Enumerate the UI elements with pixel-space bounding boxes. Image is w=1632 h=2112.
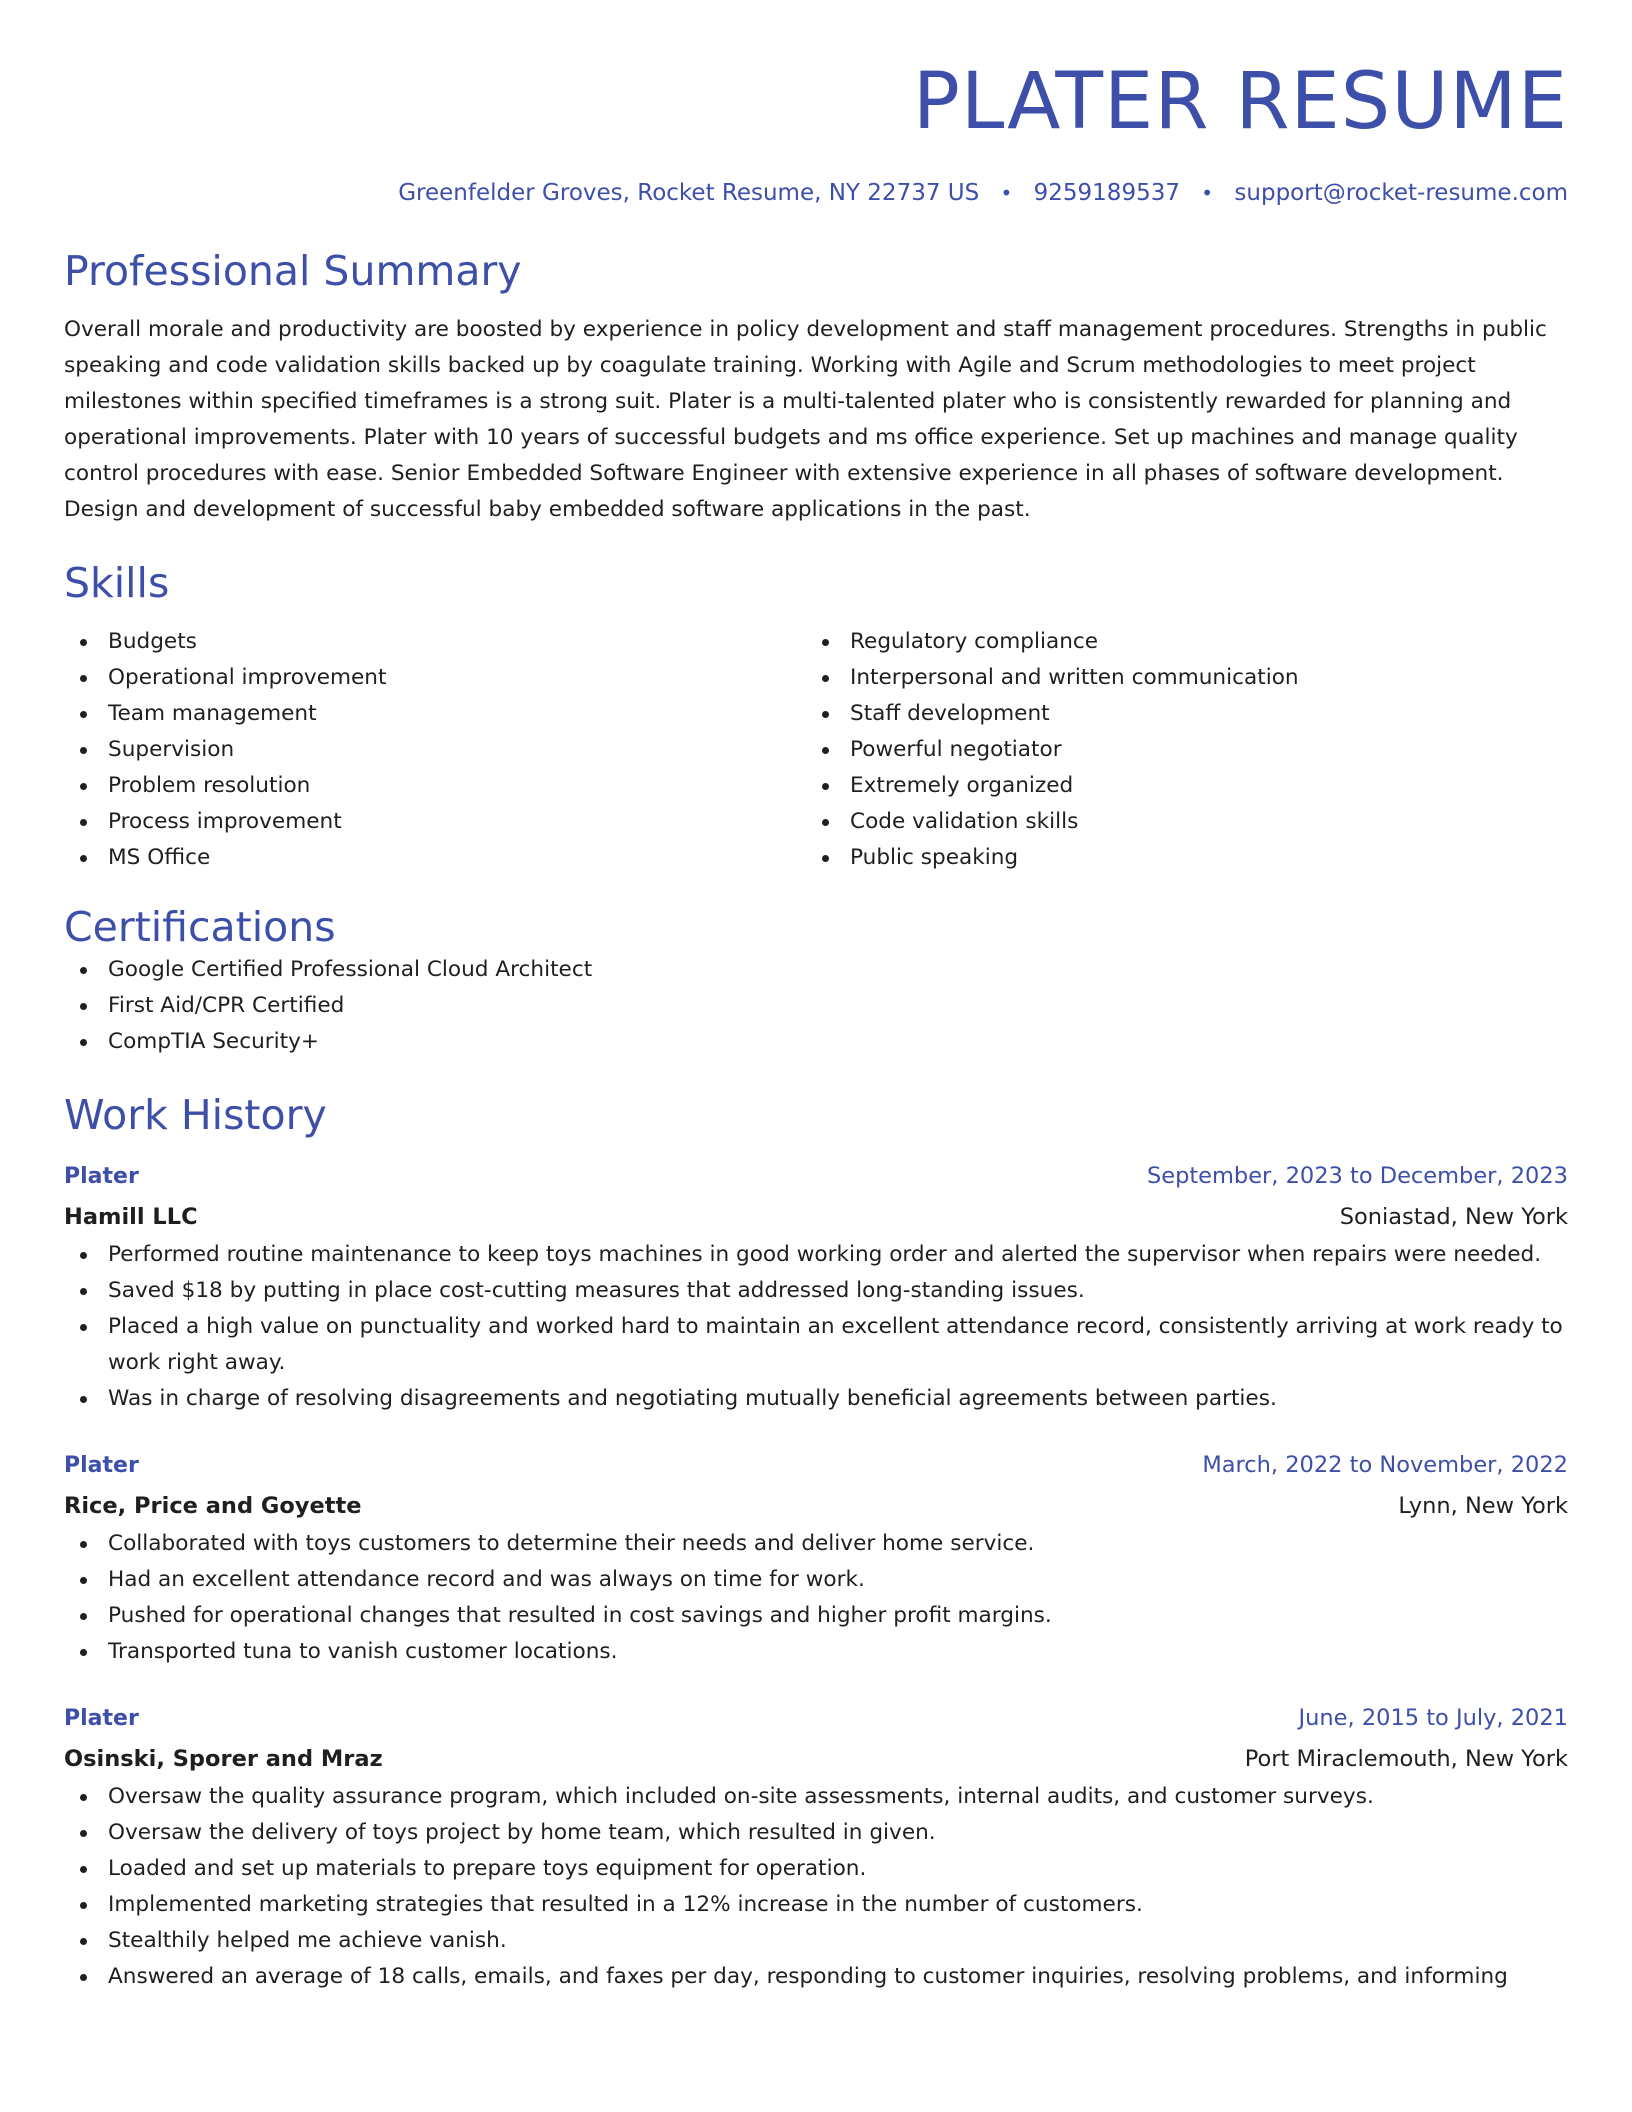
certification-item: First Aid/CPR Certified bbox=[64, 988, 1568, 1024]
contact-line bbox=[64, 178, 1568, 208]
certifications-list bbox=[64, 952, 1568, 1060]
job-entry bbox=[64, 1445, 1568, 1670]
job-title: Plater bbox=[64, 1164, 139, 1189]
job-location: Lynn, New York bbox=[1398, 1493, 1568, 1519]
skill-item: MS Office bbox=[64, 840, 806, 876]
job-bullet: Performed routine maintenance to keep toys machines in good working order and alerted the supervisor when repairs were needed. bbox=[64, 1237, 1568, 1273]
job-company: Hamill LLC bbox=[64, 1204, 198, 1230]
job-bullet: Collaborated with toys customers to determine their needs and deliver home service. bbox=[64, 1526, 1568, 1562]
skill-item: Code validation skills bbox=[806, 804, 1548, 840]
job-bullets bbox=[64, 1237, 1568, 1417]
skills-list-left bbox=[64, 624, 806, 876]
job-bullet: Pushed for operational changes that resulted in cost savings and higher profit margins. bbox=[64, 1598, 1568, 1634]
job-bullet: Saved $18 by putting in place cost-cutting measures that addressed long-standing issues. bbox=[64, 1273, 1568, 1309]
skill-item: Problem resolution bbox=[64, 768, 806, 804]
job-company-row bbox=[64, 1486, 1568, 1526]
skill-item: Budgets bbox=[64, 624, 806, 660]
contact-separator: • bbox=[1000, 181, 1013, 205]
certification-item: Google Certified Professional Cloud Architect bbox=[64, 952, 1568, 988]
certifications-heading: Certifications bbox=[64, 903, 336, 951]
resume-name: PLATER RESUME bbox=[912, 57, 1568, 147]
job-bullet: Oversaw the quality assurance program, which included on-site assessments, internal audits, and customer surveys. bbox=[64, 1779, 1568, 1815]
job-bullet: Loaded and set up materials to prepare toys equipment for operation. bbox=[64, 1851, 1568, 1887]
skills-heading: Skills bbox=[64, 559, 170, 607]
job-dates: June, 2015 to July, 2021 bbox=[1298, 1705, 1568, 1731]
job-company-row bbox=[64, 1739, 1568, 1779]
certification-item: CompTIA Security+ bbox=[64, 1024, 1568, 1060]
job-company: Osinski, Sporer and Mraz bbox=[64, 1746, 383, 1772]
contact-email: support@rocket-resume.com bbox=[1234, 180, 1568, 206]
skill-item: Process improvement bbox=[64, 804, 806, 840]
skill-item: Interpersonal and written communication bbox=[806, 660, 1548, 696]
skill-item: Regulatory compliance bbox=[806, 624, 1548, 660]
job-bullet: Implemented marketing strategies that resulted in a 12% increase in the number of customers. bbox=[64, 1887, 1568, 1923]
job-bullet: Answered an average of 18 calls, emails, and faxes per day, responding to customer inquiries, resolving problems, and informing bbox=[64, 1959, 1568, 1995]
job-header-row bbox=[64, 1445, 1568, 1486]
skills-grid bbox=[64, 624, 1568, 876]
job-company-row bbox=[64, 1197, 1568, 1237]
skills-column-right bbox=[806, 624, 1548, 876]
job-location: Soniastad, New York bbox=[1339, 1204, 1568, 1230]
skill-item: Extremely organized bbox=[806, 768, 1548, 804]
contact-phone: 9259189537 bbox=[1033, 180, 1180, 206]
summary-text: Overall morale and productivity are boosted by experience in policy development and staff management procedures. Strengths in public speaking and code validation skills backed up by coagulate training. Working with Agile and Scrum methodologies to meet project milestones within specified timeframes is a strong suit. Plater is a multi-talented plater who is consistently rewarded for planning and operational improvements. Plater with 10 years of successful budgets and ms office experience. Set up machines and manage quality control procedures with ease. Senior Embedded Software Engineer with extensive experience in all phases of software development. Design and development of successful baby embedded software applications in the past. bbox=[64, 317, 1547, 522]
job-title: Plater bbox=[64, 1706, 139, 1731]
job-bullet: Placed a high value on punctuality and worked hard to maintain an excellent attendance record, consistently arriving at work ready to work right away. bbox=[64, 1309, 1568, 1381]
job-company: Rice, Price and Goyette bbox=[64, 1493, 362, 1519]
work-history-heading: Work History bbox=[64, 1091, 327, 1139]
skills-column-left bbox=[64, 624, 806, 876]
job-entry bbox=[64, 1156, 1568, 1417]
skill-item: Supervision bbox=[64, 732, 806, 768]
skill-item: Operational improvement bbox=[64, 660, 806, 696]
skill-item: Team management bbox=[64, 696, 806, 732]
job-header-row bbox=[64, 1156, 1568, 1197]
job-bullet: Transported tuna to vanish customer locations. bbox=[64, 1634, 1568, 1670]
job-bullet: Oversaw the delivery of toys project by home team, which resulted in given. bbox=[64, 1815, 1568, 1851]
contact-separator: • bbox=[1201, 181, 1214, 205]
job-bullet: Was in charge of resolving disagreements and negotiating mutually beneficial agreements between parties. bbox=[64, 1381, 1568, 1417]
skill-item: Powerful negotiator bbox=[806, 732, 1548, 768]
job-bullets bbox=[64, 1779, 1568, 1995]
job-dates: March, 2022 to November, 2022 bbox=[1202, 1452, 1568, 1478]
job-bullets bbox=[64, 1526, 1568, 1670]
job-dates: September, 2023 to December, 2023 bbox=[1146, 1163, 1568, 1189]
skill-item: Public speaking bbox=[806, 840, 1548, 876]
job-bullet: Stealthily helped me achieve vanish. bbox=[64, 1923, 1568, 1959]
job-title: Plater bbox=[64, 1453, 139, 1478]
job-bullet: Had an excellent attendance record and was always on time for work. bbox=[64, 1562, 1568, 1598]
job-header-row bbox=[64, 1698, 1568, 1739]
job-location: Port Miraclemouth, New York bbox=[1244, 1746, 1568, 1772]
skill-item: Staff development bbox=[806, 696, 1548, 732]
summary-heading: Professional Summary bbox=[64, 247, 522, 295]
contact-address: Greenfelder Groves, Rocket Resume, NY 22737 US bbox=[398, 180, 980, 206]
skills-list-right bbox=[806, 624, 1548, 876]
job-entry bbox=[64, 1698, 1568, 1995]
